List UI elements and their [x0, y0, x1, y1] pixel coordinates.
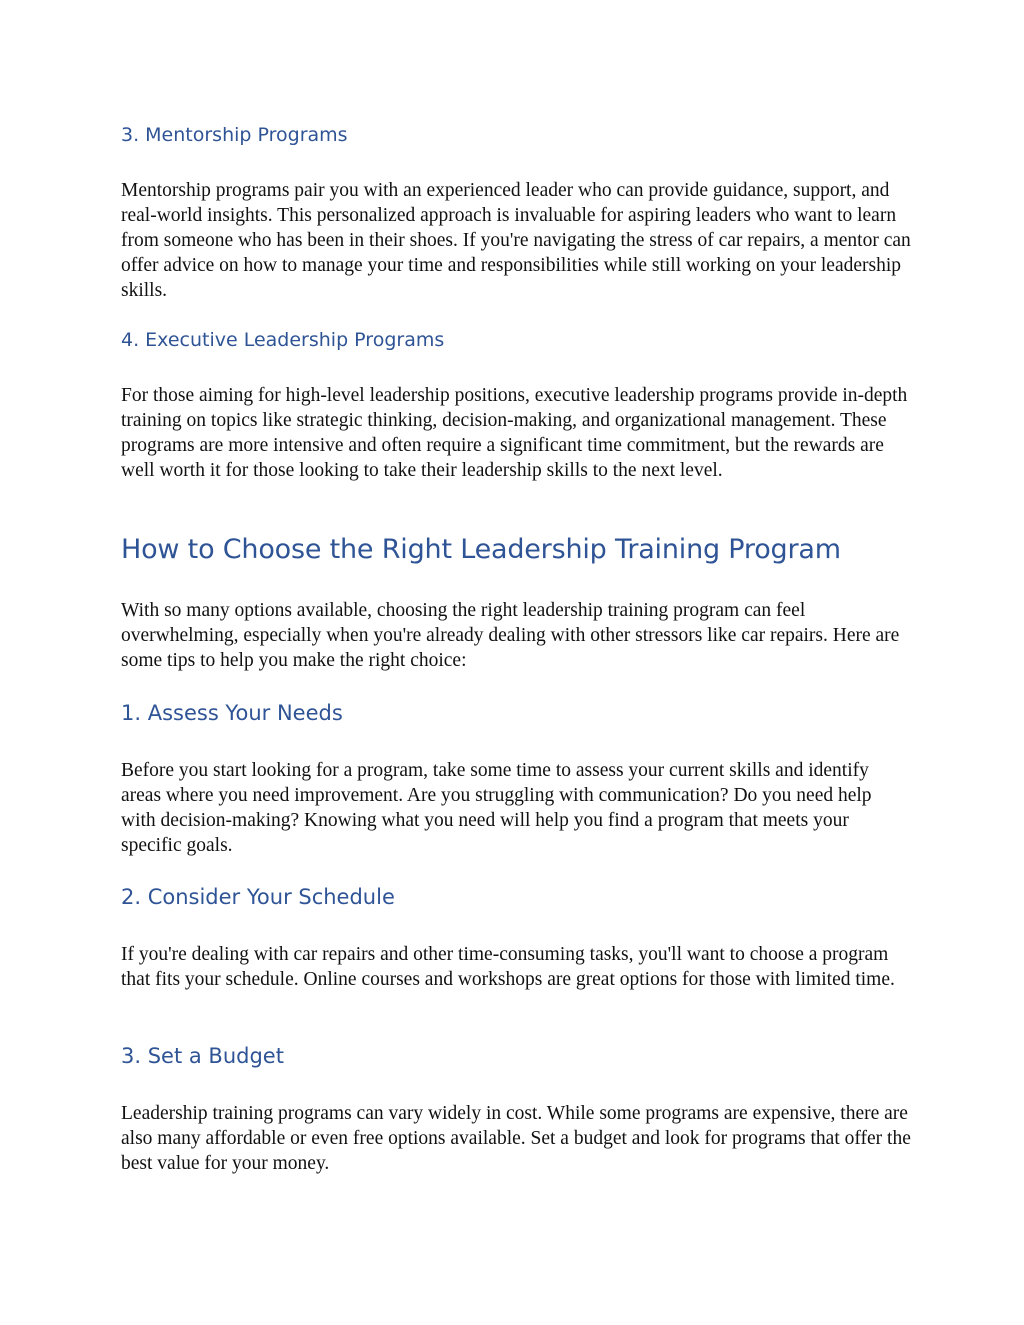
paragraph-mentorship-programs: Mentorship programs pair you with an experienced leader who can provide guidance, support, and real-world insights. This personalized approach is invaluable for aspiring leaders who want to learn from someone who has been in their shoes. If you're navigating the stress of car repairs, a mentor can offer advice on how to manage your time and responsibilities while still working on your leadership skills.: [121, 180, 911, 301]
heading-set-a-budget: 3. Set a Budget: [121, 1044, 284, 1068]
paragraph-executive-leadership-programs: For those aiming for high-level leadership positions, executive leadership programs provide in-depth training on topics like strategic thinking, decision-making, and organizational management. These programs are more intensive and often require a significant time commitment, but the rewards are well worth it for those looking to take their leadership skills to the next level.: [121, 385, 908, 481]
heading-consider-your-schedule: 2. Consider Your Schedule: [121, 885, 395, 909]
paragraph-how-to-choose: With so many options available, choosing the right leadership training program can feel overwhelming, especially when you're already dealing with other stressors like car repairs. Here are some tips to help you make the right choice:: [121, 600, 900, 671]
paragraph-set-a-budget: Leadership training programs can vary widely in cost. While some programs are expensive, there are also many affordable or even free options available. Set a budget and look for programs that offer the best value for your money.: [121, 1103, 911, 1174]
heading-mentorship-programs: 3. Mentorship Programs: [121, 124, 348, 146]
heading-executive-leadership-programs: 4. Executive Leadership Programs: [121, 329, 445, 351]
paragraph-assess-your-needs: Before you start looking for a program, take some time to assess your current skills and identify areas where you need improvement. Are you struggling with communication? Do you need help with decision-making? Knowing what you need will help you find a program that meets your specific goals.: [121, 760, 872, 856]
paragraph-consider-your-schedule: If you're dealing with car repairs and other time-consuming tasks, you'll want to choose a program that fits your schedule. Online courses and workshops are great options for those with limited time.: [121, 944, 895, 990]
heading-assess-your-needs: 1. Assess Your Needs: [121, 701, 343, 725]
heading-how-to-choose: How to Choose the Right Leadership Training Program: [121, 534, 841, 565]
